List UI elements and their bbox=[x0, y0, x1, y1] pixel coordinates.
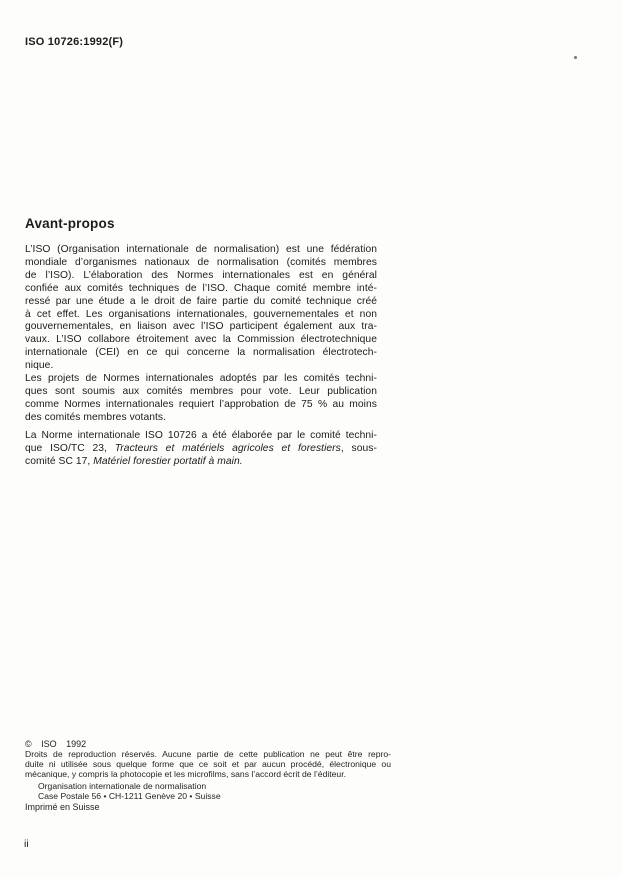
text-line: internationale (CEI) en ce qui concerne la normalisation électrotech- bbox=[25, 347, 377, 359]
text-line: mécanique, y compris la photocopie et les microfilms, sans l’accord écrit de l’éditeur. bbox=[25, 768, 346, 779]
text-line: duite ni utilisée sous quelque forme que ce soit et par aucun procédé, électronique ou bbox=[25, 758, 391, 769]
section-title: Avant-propos bbox=[25, 216, 115, 231]
scan-artifact-dot bbox=[574, 56, 577, 59]
rights-statement bbox=[25, 750, 391, 780]
printed-note: Imprimé en Suisse bbox=[25, 802, 100, 812]
text-line: des comités membres votants. bbox=[25, 411, 167, 423]
text-line: à cet effet. Les organisations internationales, gouvernementales et non bbox=[25, 308, 377, 320]
copyright-notice: © ISO 1992 bbox=[25, 739, 87, 749]
text-line: ques sont soumis aux comités membres pour vote. Leur publication bbox=[25, 385, 377, 397]
foreword-paragraph-1 bbox=[25, 244, 377, 373]
subcommittee-title-italic: Matériel forestier portatif à main. bbox=[93, 455, 243, 467]
text-line: gouvernementales, en liaison avec l’ISO participent également aux tra- bbox=[25, 321, 377, 333]
committee-title-italic: Tracteurs et matériels agricoles et forestiers bbox=[114, 442, 341, 454]
text-line: ressé par une étude a le droit de faire partie du comité technique créé bbox=[25, 295, 377, 307]
document-reference: ISO 10726:1992(F) bbox=[25, 36, 124, 48]
text-line: comme Normes internationales requiert l’approbation de 75 % au moins bbox=[25, 398, 377, 410]
text-line: nique. bbox=[25, 360, 54, 372]
foreword-paragraph-2 bbox=[25, 373, 377, 425]
publisher-name: Organisation internationale de normalisation bbox=[38, 781, 207, 791]
text-line: vaux. L’ISO collabore étroitement avec la Commission électrotechnique bbox=[25, 334, 377, 346]
text-line: mondiale d’organismes nationaux de normalisation (comités membres bbox=[25, 256, 377, 268]
text-line: de l’ISO). L’élaboration des Normes internationales est en général bbox=[25, 269, 377, 281]
publisher-block bbox=[38, 782, 221, 801]
text-segment: que ISO/TC 23, bbox=[25, 442, 115, 454]
page-number: ii bbox=[24, 838, 29, 850]
publisher-address: Case Postale 56 • CH-1211 Genève 20 • Suisse bbox=[38, 790, 221, 801]
text-line: confiée aux comités techniques de l’ISO. Chaque comité membre inté- bbox=[25, 282, 377, 294]
text-segment: comité SC 17, bbox=[25, 455, 94, 467]
text-line: La Norme internationale ISO 10726 a été élaborée par le comité techni- bbox=[25, 430, 377, 441]
text-line: L’ISO (Organisation internationale de normalisation) est une fédération bbox=[25, 244, 377, 255]
text-line bbox=[25, 456, 377, 469]
foreword-paragraph-3 bbox=[25, 430, 377, 469]
text-line: Les projets de Normes internationales adoptés par les comités techni- bbox=[25, 373, 377, 384]
text-line: Droits de reproduction réservés. Aucune partie de cette publication ne peut être repro- bbox=[25, 749, 391, 759]
text-line bbox=[25, 443, 377, 456]
text-segment: , sous- bbox=[340, 442, 377, 454]
